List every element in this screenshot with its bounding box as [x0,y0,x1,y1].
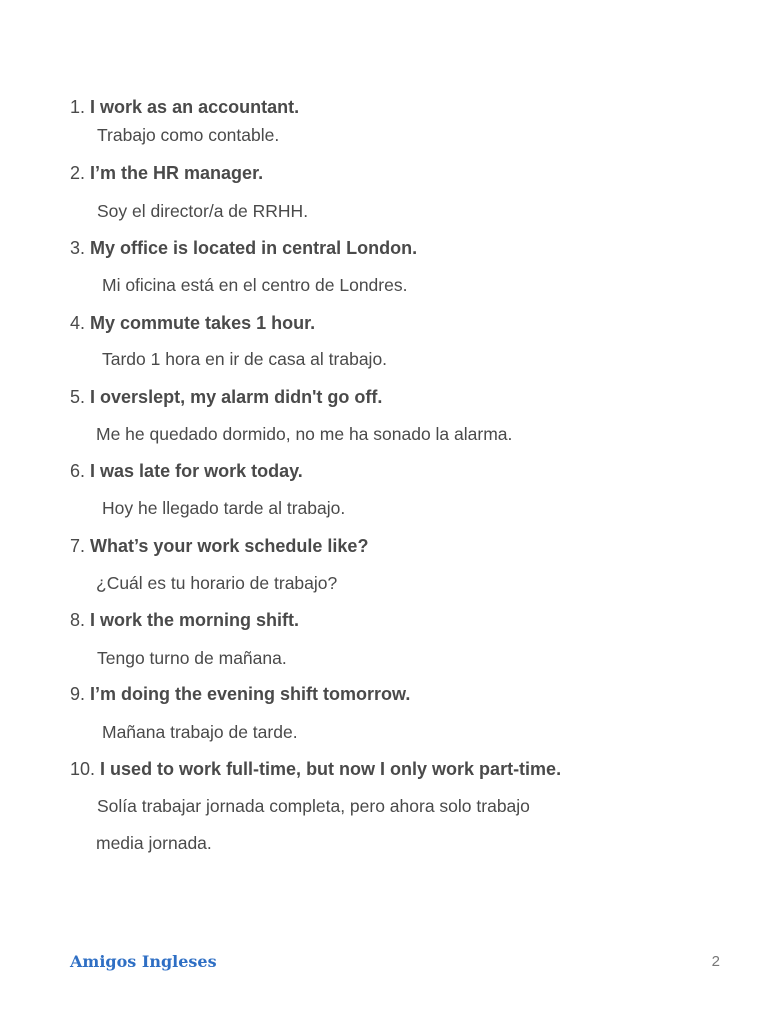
item-number: 6. [70,461,86,481]
english-text: What’s your work schedule like? [90,536,369,556]
item-number: 10. [70,759,96,779]
english-phrase [70,96,299,118]
spanish-translation: Me he quedado dormido, no me ha sonado la alarma. [96,424,513,444]
english-phrase [70,609,299,631]
item-number: 1. [70,97,86,117]
item-number: 8. [70,610,86,630]
english-text: I’m the HR manager. [90,163,264,183]
english-text: I overslept, my alarm didn't go off. [90,387,383,407]
spanish-translation: Mi oficina está en el centro de Londres. [102,275,408,295]
english-phrase [70,683,410,705]
english-text: I’m doing the evening shift tomorrow. [90,684,411,704]
item-number: 3. [70,238,86,258]
spanish-translation: Trabajo como contable. [97,125,280,145]
english-text: I work as an accountant. [90,97,300,117]
english-text: I was late for work today. [90,461,303,481]
english-phrase [70,460,303,482]
english-text: I work the morning shift. [90,610,300,630]
spanish-translation: Tengo turno de mañana. [97,648,287,668]
item-number: 2. [70,163,86,183]
english-text: My office is located in central London. [90,238,418,258]
item-number: 7. [70,536,86,556]
item-number: 9. [70,684,86,704]
english-phrase [70,237,417,259]
page-number: 2 [711,953,720,970]
spanish-translation: ¿Cuál es tu horario de trabajo? [96,573,338,593]
english-phrase [70,162,263,184]
english-phrase [70,312,315,334]
spanish-translation: Mañana trabajo de tarde. [102,722,298,742]
spanish-translation: Soy el director/a de RRHH. [97,201,309,221]
english-text: I used to work full-time, but now I only work part-time. [100,759,562,779]
item-number: 4. [70,313,86,333]
spanish-translation-continued: media jornada. [96,833,212,853]
spanish-translation: Hoy he llegado tarde al trabajo. [102,498,346,518]
footer-brand: Amigos Ingleses [70,952,217,971]
english-text: My commute takes 1 hour. [90,313,316,333]
item-number: 5. [70,387,86,407]
english-phrase [70,535,368,557]
english-phrase [70,386,382,408]
english-phrase [70,758,561,780]
spanish-translation: Solía trabajar jornada completa, pero ahora solo trabajo [97,796,530,816]
spanish-translation: Tardo 1 hora en ir de casa al trabajo. [102,349,388,369]
